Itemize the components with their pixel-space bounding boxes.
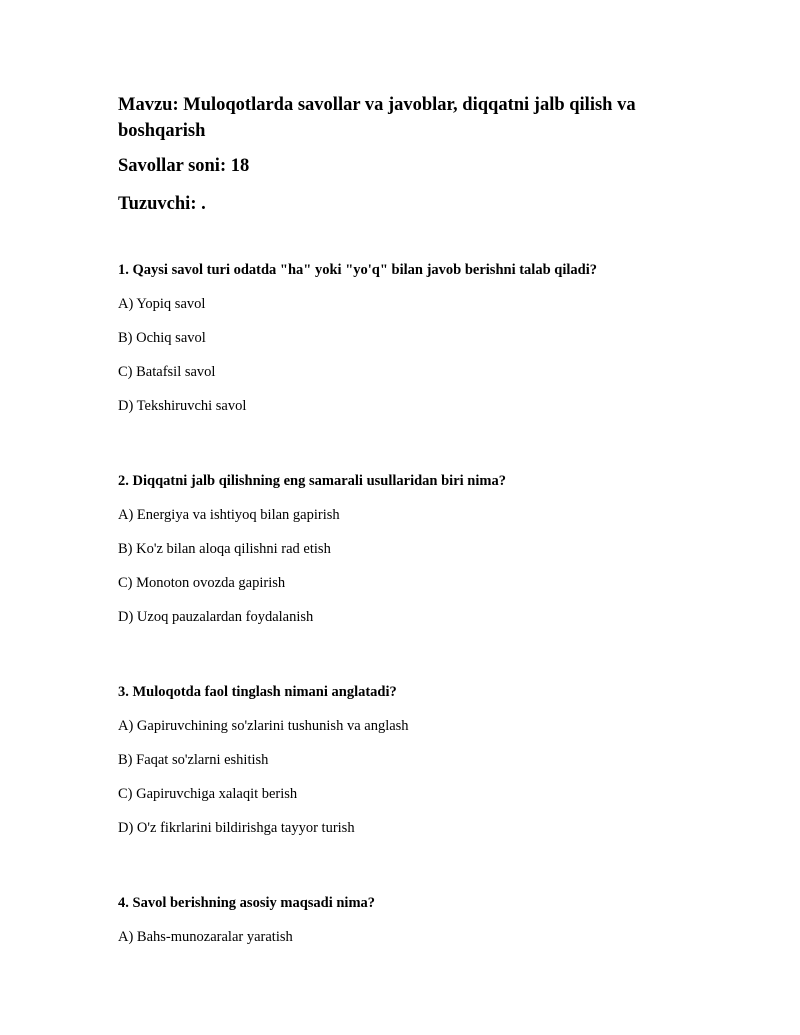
answer-option-b: B) Ochiq savol [118, 330, 206, 346]
answer-option-c: C) Gapiruvchiga xalaqit berish [118, 786, 298, 802]
answer-option-a: A) Bahs-munozaralar yaratish [118, 929, 293, 945]
question-2 [118, 471, 678, 627]
answer-option-a: A) Yopiq savol [118, 296, 206, 312]
author-line: Tuzuvchi: . [118, 194, 206, 214]
answer-option-a: A) Gapiruvchining so'zlarini tushunish va anglash [118, 718, 409, 734]
question-list [118, 260, 678, 947]
question-text: 2. Diqqatni jalb qilishning eng samarali usullaridan biri nima? [118, 473, 506, 489]
answer-option-a: A) Energiya va ishtiyoq bilan gapirish [118, 507, 340, 523]
answer-option-b: B) Ko'z bilan aloqa qilishni rad etish [118, 541, 331, 557]
answer-option-d: D) O'z fikrlarini bildirishga tayyor turish [118, 820, 355, 836]
question-1 [118, 260, 678, 416]
answer-option-c: C) Batafsil savol [118, 364, 216, 380]
question-3 [118, 682, 678, 838]
document-topic: Mavzu: Muloqotlarda savollar va javoblar, diqqatni jalb qilish va boshqarish [118, 95, 636, 141]
question-text: 4. Savol berishning asosiy maqsadi nima? [118, 895, 376, 911]
question-count: Savollar soni: 18 [118, 156, 250, 176]
answer-option-d: D) Uzoq pauzalardan foydalanish [118, 609, 314, 625]
question-4 [118, 893, 678, 947]
question-text: 3. Muloqotda faol tinglash nimani anglatadi? [118, 684, 397, 700]
question-text: 1. Qaysi savol turi odatda "ha" yoki "yo'q" bilan javob berishni talab qiladi? [118, 262, 597, 278]
answer-option-c: C) Monoton ovozda gapirish [118, 575, 286, 591]
answer-option-d: D) Tekshiruvchi savol [118, 398, 247, 414]
answer-option-b: B) Faqat so'zlarni eshitish [118, 752, 269, 768]
document-page [118, 92, 678, 961]
